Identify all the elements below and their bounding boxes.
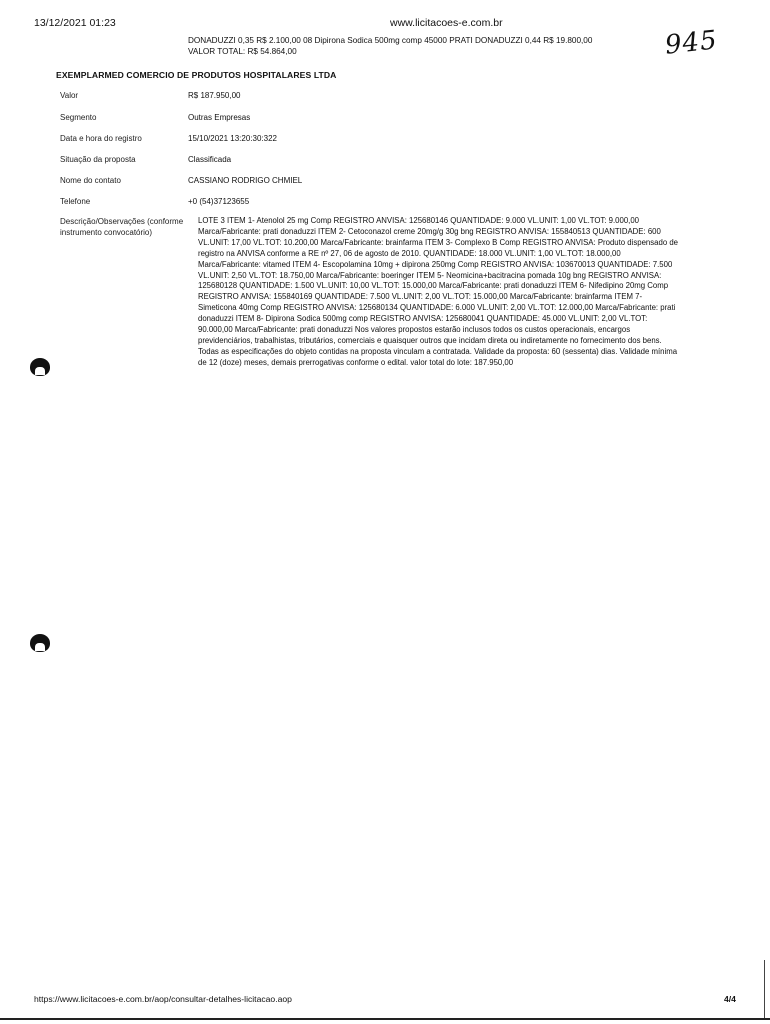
field-value: R$ 187.950,00 xyxy=(188,91,241,100)
field-label: Valor xyxy=(60,91,79,100)
previous-proposal-continuation xyxy=(188,35,668,57)
field-value: Classificada xyxy=(188,155,232,164)
field-row-situacao xyxy=(60,154,680,175)
field-row-contato xyxy=(60,175,680,196)
page-number: 4/4 xyxy=(724,994,736,1004)
field-row-descricao xyxy=(60,216,680,369)
proposal-details xyxy=(60,90,680,369)
field-row-segmento xyxy=(60,112,680,133)
scan-edge-line xyxy=(764,960,765,1018)
field-label: Segmento xyxy=(60,113,97,122)
field-value: Outras Empresas xyxy=(188,113,251,122)
field-label: Descrição/Observações (conforme instrumento convocatório) xyxy=(60,217,184,237)
field-label: Situação da proposta xyxy=(60,155,136,164)
field-row-telefone xyxy=(60,196,680,216)
field-row-valor xyxy=(60,90,680,112)
print-datetime: 13/12/2021 01:23 xyxy=(34,17,116,29)
field-label: Nome do contato xyxy=(60,176,121,185)
punch-hole-mark xyxy=(30,634,50,652)
continuation-total: VALOR TOTAL: R$ 54.864,00 xyxy=(188,47,297,56)
company-name: EXEMPLARMED COMERCIO DE PRODUTOS HOSPITALARES LTDA xyxy=(56,70,337,80)
field-value: CASSIANO RODRIGO CHMIEL xyxy=(188,176,303,185)
field-row-data-registro xyxy=(60,133,680,154)
continuation-line-1: DONADUZZI 0,35 R$ 2.100,00 08 Dipirona Sodica 500mg comp 45000 PRATI DONADUZZI 0,44 R$ 19.800,00 xyxy=(188,36,593,45)
field-value: 15/10/2021 13:20:30:322 xyxy=(188,134,277,143)
description-text: LOTE 3 ITEM 1- Atenolol 25 mg Comp REGISTRO ANVISA: 125680146 QUANTIDADE: 9.000 VL.UNIT: 1,00 VL.TOT: 9.000,00 Marca/Fabricante: prati donaduzzi ITEM 2- Cetoconazol creme 20mg/g 30g bng REGISTRO ANVISA: 155840513 QUANTIDADE: 600 VL.UNIT: 17,00 VL.TOT: 10.200,00 Marca/Fabricante: brainfarma ITEM 3- Complexo B Comp REGISTRO ANVISA: Produto dispensado de registro na ANVISA conforme a RE nº 27, 06 de agosto de 2010. QUANTIDADE: 18.000 VL.UNIT: 1,00 VL.TOT: 18.000,00 Marca/Fabricante: vitamed ITEM 4- Escopolamina 10mg + dipirona 250mg Comp REGISTRO ANVISA: 103670013 QUANTIDADE: 7.500 VL.UNIT: 2,50 VL.TOT: 18.750,00 Marca/Fabricante: boeringer ITEM 5- Neomicina+bacitracina pomada 10g bng REGISTRO ANVISA: 125680128 QUANTIDADE: 1.500 VL.UNIT: 10,00 VL.TOT: 15.000,00 Marca/Fabricante: prati donaduzzi ITEM 6- Nifedipino 20mg Comp REGISTRO ANVISA: 155840169 QUANTIDADE: 7.500 VL.UNIT: 2,00 VL.TOT: 15.000,00 Marca/Fabricante: brainfarma ITEM 7- Simeticona 40mg Comp REGISTRO ANVISA: 125680134 QUANTIDADE: 6.000 VL.UNIT: 2,00 VL.TOT: 12.000,00 Marca/Fabricante: prati donaduzzi ITEM 8- Dipirona Sodica 500mg comp REGISTRO ANVISA: 125680041 QUANTIDADE: 45.000 VL.UNIT: 2,00 VL.TOT: 90.000,00 Marca/Fabricante: prati donaduzzi Nos valores propostos estarão inclusos todos os custos operacionais, encargos previdenciários, trabalhistas, tributários, comerciais e quaisquer outros que incidam direta ou indiretamente no fornecimento dos bens. Todas as especificações do objeto contidas na proposta vinculam a contratada. Validade da proposta: 60 (sessenta) dias. Validade mínima de 12 (doze) meses, demais prerrogativas conforme o edital. valor total do lote: 187.950,00 xyxy=(198,216,679,367)
site-url-header: www.licitacoes-e.com.br xyxy=(390,17,503,29)
handwritten-page-number: 945 xyxy=(663,25,720,61)
field-label: Telefone xyxy=(60,197,91,206)
scan-bottom-edge xyxy=(0,1018,770,1020)
field-value: +0 (54)37123655 xyxy=(188,197,250,206)
field-label: Data e hora do registro xyxy=(60,134,142,143)
punch-hole-mark xyxy=(30,358,50,376)
footer-url: https://www.licitacoes-e.com.br/aop/consultar-detalhes-licitacao.aop xyxy=(34,994,292,1004)
